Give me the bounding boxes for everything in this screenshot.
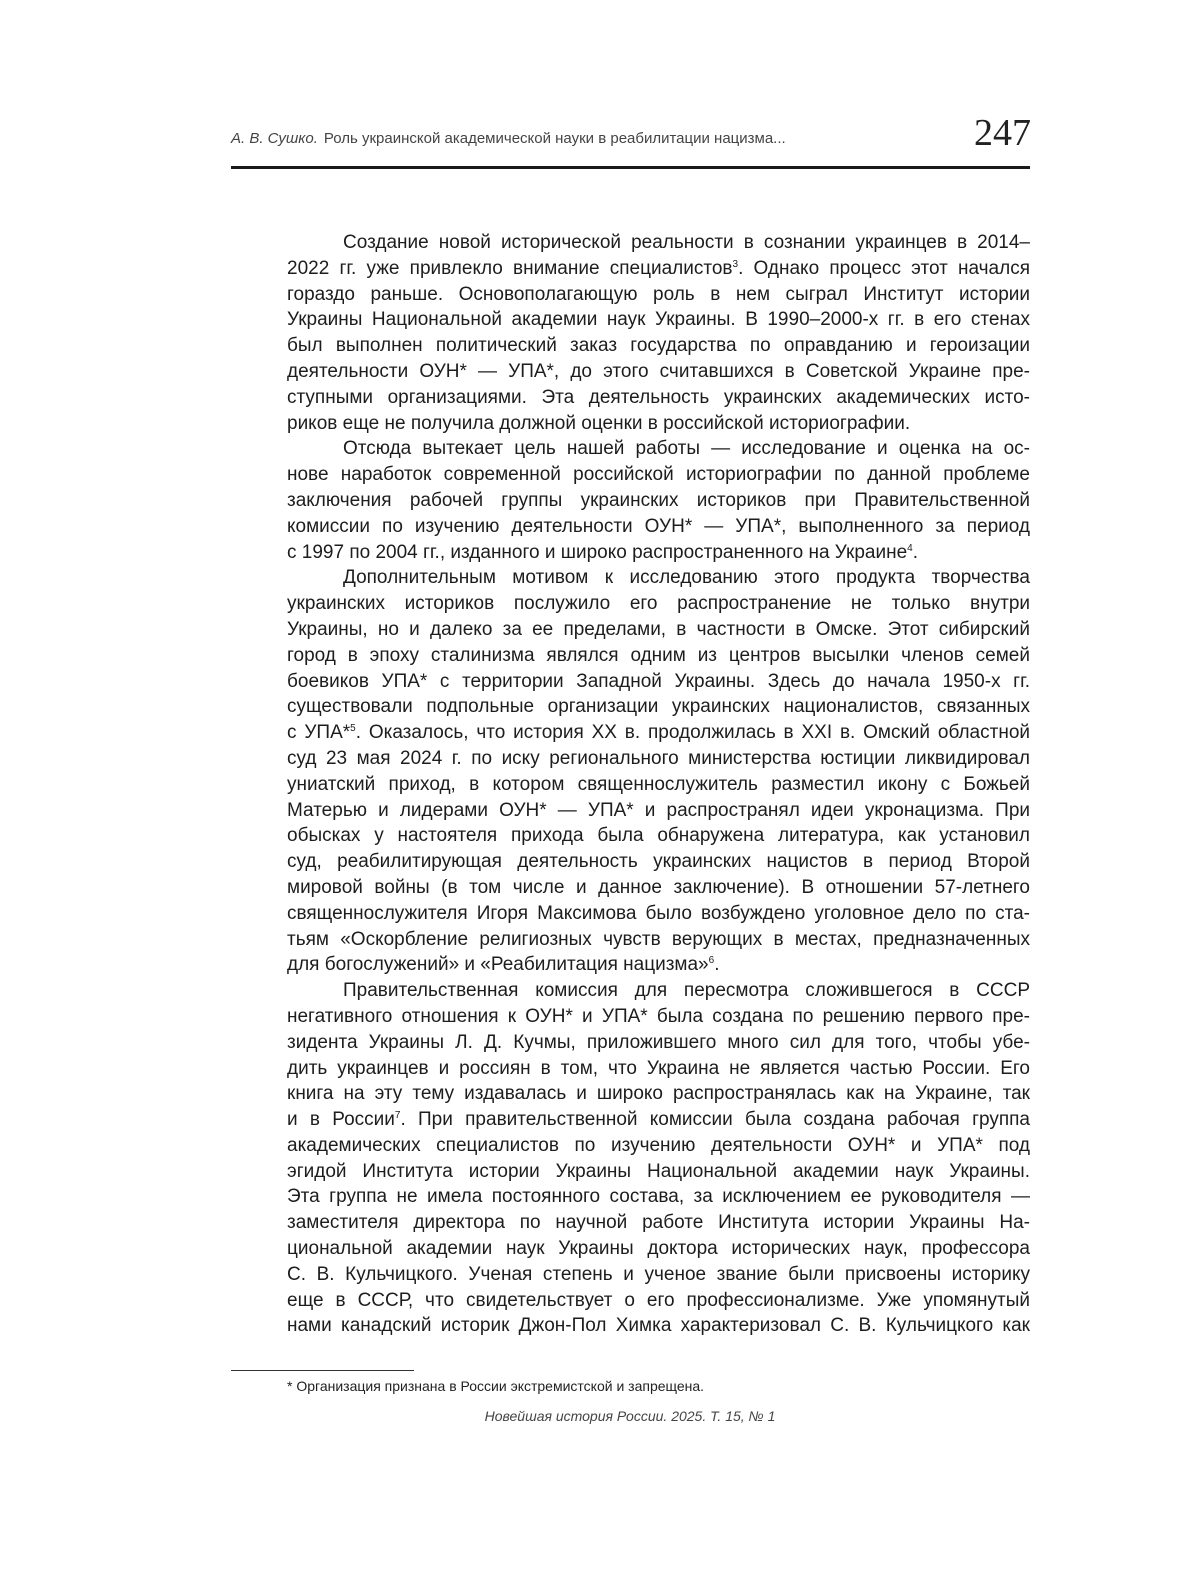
text-line: и в России$^7$. При правительственной комиссии была создана рабочая группа — [287, 1109, 1030, 1131]
text-line: заключения рабочей группы украинских историков при Правительственной — [287, 489, 1030, 511]
text-line: риков еще не получила должной оценки в российской историографии. — [287, 412, 911, 434]
text-line: 2022 гг. уже привлекло внимание специалистов$^3$. Однако процесс этот начался — [287, 257, 1030, 279]
text-line: тьям «Оскорбление религиозных чувств верующих в местах, предназначенных — [287, 928, 1030, 950]
text-line: Матерью и лидерами ОУН* — УПА* и распространял идеи укронацизма. При — [287, 799, 1030, 821]
text-line: униатский приход, в котором священнослужитель разместил икону с Божьей — [287, 773, 1030, 795]
text-line: С. В. Кульчицкого. Ученая степень и ученое звание были присвоены историку — [287, 1263, 1030, 1285]
text-line: заместителя директора по научной работе Института истории Украины На- — [287, 1212, 1030, 1234]
text-line: Украины Национальной академии наук Украины. В 1990–2000-х гг. в его стенах — [287, 309, 1030, 331]
text-line: дить украинцев и россиян в том, что Украина не является частью России. Его — [287, 1057, 1030, 1079]
footnote-rule — [231, 1370, 414, 1371]
text-line: боевиков УПА* с территории Западной Украины. Здесь до начала 1950-х гг. — [287, 670, 1030, 692]
text-line: нове наработок современной российской историографии по данной проблеме — [287, 464, 1030, 486]
running-head — [231, 108, 1031, 152]
text-line: академических специалистов по изучению деятельности ОУН* и УПА* под — [287, 1134, 1030, 1156]
text-line: Дополнительным мотивом к исследованию этого продукта творчества — [343, 567, 1030, 589]
text-line: нами канадский историк Джон-Пол Химка характеризовал С. В. Кульчицкого как — [287, 1315, 1030, 1337]
text-line: циональной академии наук Украины доктора исторических наук, профессора — [287, 1238, 1030, 1260]
footnote: * Организация признана в России экстремистской и запрещена. — [287, 1378, 705, 1394]
header-rule — [231, 166, 1030, 169]
journal-footer: Новейшая история России. 2025. Т. 15, № 1 — [484, 1408, 776, 1424]
paragraph-3 — [231, 565, 1030, 978]
running-head-author: А. В. Сушко. — [231, 130, 318, 147]
text-line: мировой войны (в том числе и данное заключение). В отношении 57-летнего — [287, 876, 1030, 898]
text-line: гораздо раньше. Основополагающую роль в нем сыграл Институт истории — [287, 283, 1030, 305]
page-number: 247 — [974, 112, 1031, 154]
text-line: еще в СССР, что свидетельствует о его профессионализме. Уже упомянутый — [287, 1289, 1030, 1311]
article-body — [231, 230, 1030, 1339]
text-line: Эта группа не имела постоянного состава, за исключением ее руководителя — — [287, 1186, 1030, 1208]
text-line: эгидой Института истории Украины Национальной академии наук Украины. — [287, 1160, 1030, 1182]
text-line: суд, реабилитирующая деятельность украинских нацистов в период Второй — [287, 851, 1030, 873]
text-line: город в эпоху сталинизма являлся одним из центров высылки членов семей — [287, 644, 1030, 666]
text-line: существовали подпольные организации украинских националистов, связанных — [287, 696, 1030, 718]
text-line: зидента Украины Л. Д. Кучмы, приложившего много сил для того, чтобы убе- — [287, 1031, 1030, 1053]
text-line: обысках у настоятеля прихода была обнаружена литература, как установил — [287, 825, 1030, 847]
text-line: деятельности ОУН* — УПА*, до этого считавшихся в Советской Украине пре- — [287, 360, 1030, 382]
running-head-title: Роль украинской академической науки в реабилитации нацизма... — [323, 130, 786, 147]
footnote-ref: 4 — [907, 542, 913, 554]
footnote-ref: 6 — [708, 955, 715, 967]
text-line: священнослужителя Игоря Максимова было возбуждено уголовное дело по ста- — [287, 902, 1030, 924]
text-line: был выполнен политический заказ государства по оправданию и героизации — [287, 335, 1030, 357]
footnote-ref: 3 — [732, 258, 739, 270]
text-line: Правительственная комиссия для пересмотра сложившегося в СССР — [343, 980, 1030, 1002]
text-line: книга на эту тему издавалась и широко распространялась как на Украине, так — [287, 1083, 1030, 1105]
running-head-author-title — [231, 130, 786, 147]
footnote-ref: 5 — [350, 723, 356, 735]
paragraph-4 — [231, 978, 1030, 1339]
footnote-ref: 7 — [394, 1110, 401, 1122]
text-line: Украины, но и далеко за ее пределами, в частности в Омске. Этот сибирский — [287, 618, 1030, 640]
text-line: для богослужений» и «Реабилитация нацизма»$^6$. — [287, 954, 720, 976]
text-line: негативного отношения к ОУН* и УПА* была создана по решению первого пре- — [287, 1005, 1030, 1027]
text-line: Отсюда вытекает цель нашей работы — исследование и оценка на ос- — [343, 438, 1030, 460]
text-line: комиссии по изучению деятельности ОУН* — УПА*, выполненного за период — [287, 515, 1030, 537]
text-line: украинских историков послужило его распространение не только внутри — [287, 593, 1030, 615]
text-line: суд 23 мая 2024 г. по иску регионального министерства юстиции ликвидировал — [287, 747, 1030, 769]
text-line: ступными организациями. Эта деятельность украинских академических исто- — [287, 386, 1030, 408]
text-line: Создание новой исторической реальности в сознании украинцев в 2014– — [343, 232, 1030, 253]
text-line: с 1997 по 2004 гг., изданного и широко распространенного на Украине$^4$. — [287, 541, 918, 563]
paragraph-2 — [231, 436, 1030, 565]
text-line: с УПА*$^5$. Оказалось, что история XX в. продолжилась в XXI в. Омский областной — [287, 722, 1030, 744]
paragraph-1 — [231, 230, 1030, 436]
